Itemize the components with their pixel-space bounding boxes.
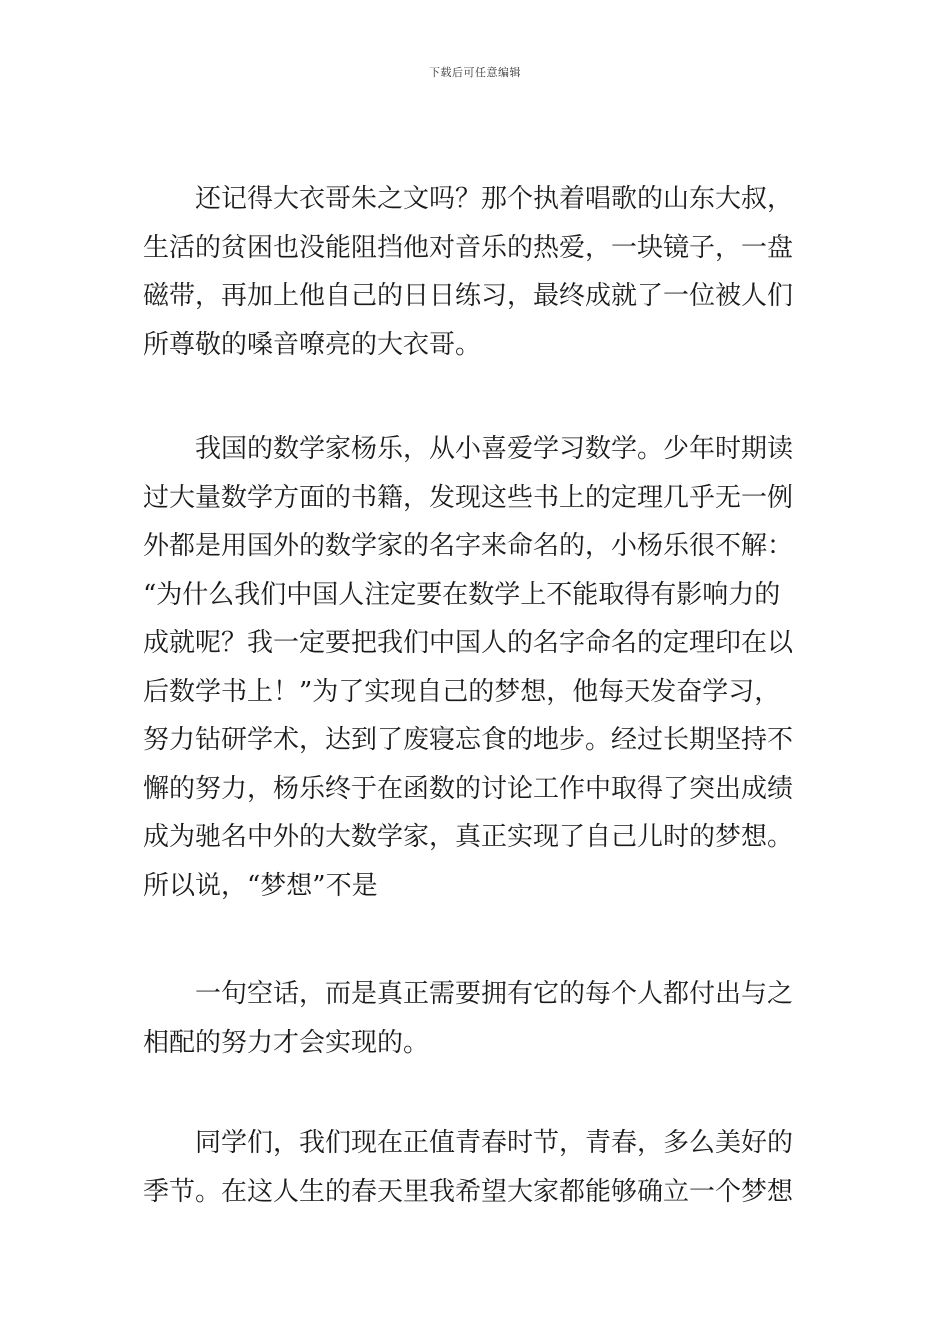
paragraph-line: 生活的贫困也没能阻挡他对音乐的热爱，一块镜子，一盘 — [143, 232, 794, 263]
paragraph-line: 懈的努力，杨乐终于在函数的讨论工作中取得了突出成绩 — [143, 773, 794, 804]
paragraph-1 — [143, 175, 807, 369]
paragraph-line: 我国的数学家杨乐，从小喜爱学习数学。少年时期读 — [195, 434, 794, 464]
paragraph-line: 后数学书上！”为了实现自己的梦想，他每天发奋学习， — [143, 676, 781, 707]
paragraph-line: 磁带，再加上他自己的日日练习，最终成就了一位被人们 — [143, 281, 794, 311]
paragraph-line: 季节。在这人生的春天里我希望大家都能够确立一个梦想 — [143, 1176, 794, 1207]
paragraph-line: 成为驰名中外的大数学家，真正实现了自己儿时的梦想。 — [143, 822, 794, 852]
paragraph-2 — [143, 425, 807, 910]
paragraph-line: 所尊敬的嗓音嘹亮的大衣哥。 — [143, 329, 482, 360]
paragraph-3 — [143, 970, 807, 1067]
paragraph-line: “为什么我们中国人注定要在数学上不能取得有影响力的 — [143, 579, 781, 610]
paragraph-line: 成就呢？我一定要把我们中国人的名字命名的定理印在以 — [143, 628, 794, 658]
paragraph-line: 一句空话，而是真正需要拥有它的每个人都付出与之 — [195, 979, 794, 1009]
paragraph-4 — [143, 1119, 807, 1216]
paragraph-line: 所以说，“梦想”不是 — [143, 870, 378, 901]
paragraph-line: 过大量数学方面的书籍，发现这些书上的定理几乎无一例 — [143, 482, 794, 513]
page-header: 下载后可任意编辑 — [429, 66, 521, 79]
paragraph-line: 同学们，我们现在正值青春时节，青春，多么美好的 — [195, 1128, 794, 1158]
paragraph-line: 相配的努力才会实现的。 — [143, 1027, 430, 1058]
paragraph-line: 外都是用国外的数学家的名字来命名的，小杨乐很不解： — [143, 531, 794, 561]
paragraph-line: 还记得大衣哥朱之文吗？那个执着唱歌的山东大叔， — [195, 184, 794, 214]
paragraph-line: 努力钻研学术，达到了废寝忘食的地步。经过长期坚持不 — [143, 725, 794, 755]
